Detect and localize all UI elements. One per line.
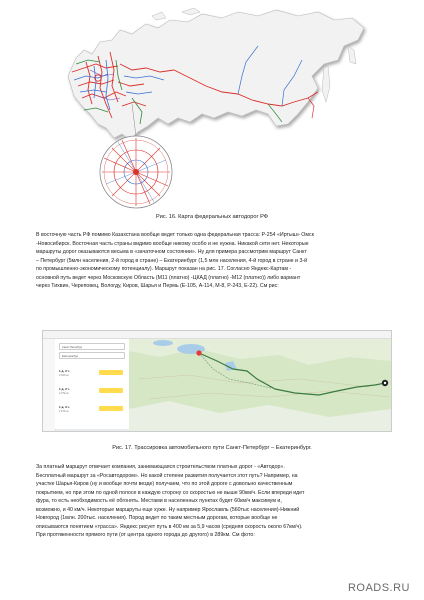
paragraph-line: фура, то есть необходимость её обгонять. Местами в населенных пунктах будет 60км/ч максимум и, <box>36 498 282 505</box>
paragraph-line: Новгород (1млн. 200тыс. населения). Пород ведет по таким местным дорогам, которые вообще не <box>36 515 278 522</box>
paragraph-line: В восточную часть РФ помимо Казахстана вообще ведет только одна федеральная трасса: Р-254 «Иртыш» Омск <box>36 232 314 238</box>
russia-map-svg <box>62 6 370 211</box>
paragraph-line: описываются понятием «трасса». Яндекс рисует путь в 400 км за 5,9 часов (средняя скорость около 67км/ч). <box>36 523 303 530</box>
route-time: 1 д. 2 ч <box>59 387 70 391</box>
russia-territory <box>68 10 364 140</box>
paragraph-line: участке Шарья-Киров (ну и вообще почти везде) получаем, что по этой дороге с довольно качественным <box>36 481 293 488</box>
route-start-marker <box>196 350 201 355</box>
paragraph-line: основной путь ведет через Московскую Область (М11 (платно) -ЦКАД (платно) -М12 (платно)) либо вариант <box>36 274 301 281</box>
site-brand-watermark: ROADS.RU <box>347 582 410 594</box>
paragraph-line: При протяженности прямого пути (от центра одного города до другого) в 289км. См фото: <box>36 532 255 539</box>
route-go-button <box>99 388 123 393</box>
paragraph-line: маршруты дорог оказываются весьма в «зачаточном состоянии». Ну для примера рассмотрим маршрут Санкт <box>36 249 307 256</box>
route-go-button <box>99 406 123 411</box>
paragraph-2 <box>36 463 392 540</box>
route-time: 1 д. 2 ч <box>59 369 70 373</box>
paragraph-line: -Новосибирск. Восточная часть страны видимо вообще никому особо и не нужна. Никакой сети нет. Некоторые <box>36 240 309 247</box>
paragraph-line: За платный маршрут отвечает компания, занимающаяся строительством платных дорог - «Автодор». <box>36 464 285 470</box>
paragraph-line: – Петербург (5млн населения, 2-й город в стране) – Екатеринбург (1,5 млн населения, 4-й город в стране и 3-й <box>36 257 308 264</box>
figure2-caption: Рис. 17. Трассировка автомобильного пути Санкт-Петербург – Екатеринбург. <box>112 445 312 451</box>
paragraph-1 <box>36 231 392 291</box>
figure1-caption: Рис. 16. Карта федеральных автодорог РФ <box>156 214 268 220</box>
paragraph-line: покрытием, но при этом по одной полосе в каждую сторону со скоростью не выше 90км/ч. Если впереди идет <box>36 489 305 496</box>
route-distance: 2 183 км <box>59 374 69 377</box>
route-panel <box>55 339 130 429</box>
route-from-field: Санкт-Петербург <box>59 343 125 350</box>
route-distance: 2 279 км <box>59 392 69 395</box>
paragraph-line: через Тихвин, Череповец, Вологду, Киров, Шарья и Пермь (Е-105, А-114, М-8, Р-243, Е-22). См рис: <box>36 283 279 290</box>
route-go-button <box>99 370 123 375</box>
route-map-svg <box>129 339 391 431</box>
route-map-screenshot <box>42 330 392 432</box>
browser-bar <box>43 331 391 339</box>
route-distance: 2 273 км <box>59 410 69 413</box>
paragraph-line: Бесплатный маршрут за «Росавтодором». Но какой степени развития получается этот путь? Например, на <box>36 472 298 479</box>
route-time: 1 д. 3 ч <box>59 405 70 409</box>
route-map <box>129 339 391 431</box>
route-to-field: Екатеринбург <box>59 352 125 359</box>
paragraph-line: по промышленно-экономическому потенциалу). Маршрут показан на рис. 17. Согласно Яндекс-Картам - <box>36 266 292 273</box>
federal-roads-map <box>62 6 370 211</box>
paragraph-line: возможно, и 40 км/ч. Некоторые маршруты еще хуже. Ну например Ярославль (560тыс населения)-Нижний <box>36 506 300 513</box>
